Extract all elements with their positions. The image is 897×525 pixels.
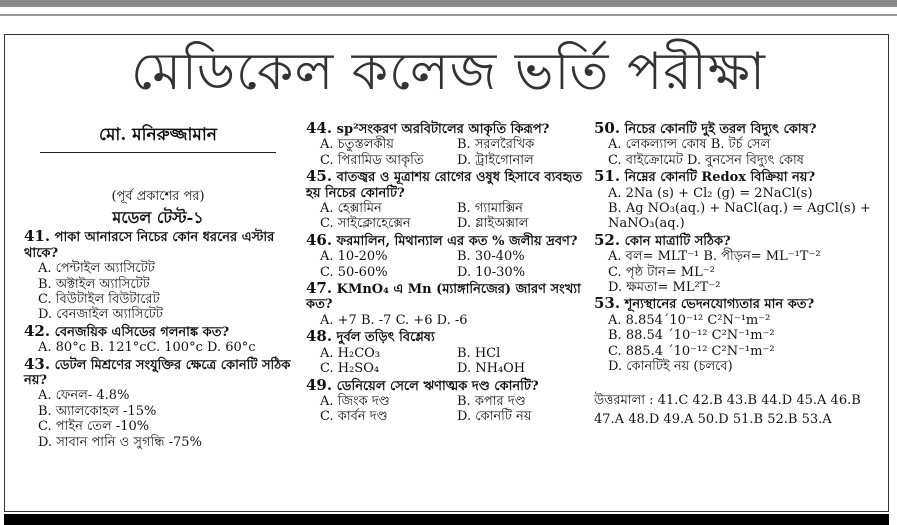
question-text bbox=[594, 169, 878, 185]
bottom-bar bbox=[4, 514, 889, 525]
question-label: ডেটল মিশ্রণের সংযুক্তির ক্ষেত্রে কোনটি সঠিক নয়? bbox=[24, 357, 291, 389]
option: C. H₂SO₄ bbox=[320, 361, 380, 377]
question-text bbox=[306, 169, 594, 201]
question-label: বাতজ্বর ও মূত্রাশয় রোগের ওষুধ হিসাবে ব্যবহৃত হয় নিচের কোনটি? bbox=[306, 170, 583, 201]
option-list bbox=[24, 261, 292, 323]
option: D. ট্রাইগোনাল bbox=[457, 152, 534, 168]
question-item bbox=[306, 281, 594, 328]
option-list bbox=[306, 394, 594, 425]
continued-note: (পূর্ব প্রকাশের পর) bbox=[111, 189, 205, 204]
option: B. সরলরৈখিক bbox=[457, 137, 535, 153]
question-number: 53. bbox=[594, 294, 621, 313]
question-number: 51. bbox=[594, 167, 621, 186]
question-label: ডেনিয়েল সেলে ঋণাত্মক দণ্ড কোনটি? bbox=[336, 378, 539, 394]
option: D. সাবান পানি ও সুগন্ধি -75% bbox=[38, 434, 202, 450]
question-text bbox=[306, 230, 594, 249]
question-item bbox=[594, 230, 878, 296]
option-list bbox=[306, 201, 594, 232]
question-list bbox=[306, 121, 594, 425]
option: D. বেনজাইল অ্যাসিটেট bbox=[38, 307, 163, 323]
column-1 bbox=[24, 120, 292, 450]
question-label: শূন্যস্থানের ভেদনযোগ্যতার মান কত? bbox=[624, 297, 815, 313]
option-list bbox=[594, 137, 878, 168]
option-list bbox=[306, 249, 594, 280]
question-item bbox=[594, 296, 878, 374]
option: C. পাইন তেল -10% bbox=[38, 419, 150, 435]
question-label: নিচের কোনটি দুই তরল বিদ্যুৎ কোষ? bbox=[624, 122, 817, 137]
option: B. HCl bbox=[457, 345, 501, 361]
question-list bbox=[594, 121, 878, 375]
question-item bbox=[306, 329, 594, 376]
test-heading: মডেল টেস্ট-১ bbox=[112, 208, 204, 228]
question-number: 45. bbox=[306, 167, 333, 186]
option: D. কোনটি নয় bbox=[457, 409, 532, 425]
column-2 bbox=[306, 120, 594, 425]
option: B. কপার দণ্ড bbox=[457, 393, 526, 409]
question-number: 41. bbox=[24, 227, 51, 246]
question-item bbox=[306, 121, 594, 168]
option: B. Ag NO₃(aq.) + NaCl(aq.) = AgCl(s) + NaNO₃(aq.) bbox=[608, 201, 871, 232]
question-number: 47. bbox=[306, 279, 333, 298]
option: A. লেকল্যান্স কোষ B. টর্চ সেল bbox=[608, 137, 771, 153]
option: C. পৃষ্ঠ টান= ML⁻² bbox=[608, 264, 715, 280]
option: A. বল= MLT⁻¹ B. পীড়ন= ML⁻¹T⁻² bbox=[608, 249, 821, 265]
option: A. 2Na (s) + Cl₂ (g) = 2NaCl(s) bbox=[608, 185, 813, 201]
question-number: 52. bbox=[594, 230, 621, 249]
question-label: বেনজয়িক এসিডের গলনাঙ্ক কত? bbox=[54, 324, 230, 340]
option-list bbox=[594, 249, 878, 295]
option-list bbox=[306, 346, 594, 377]
question-text bbox=[594, 296, 878, 312]
question-label: KMnO₄ এ Mn (ম্যাঙ্গানিজের) জারণ সংখ্যা কত? bbox=[306, 282, 581, 313]
article-headline: মেডিকেল কলেজ ভর্তি পরীক্ষা bbox=[131, 42, 766, 102]
question-list bbox=[24, 229, 292, 450]
question-item bbox=[306, 169, 594, 232]
option: C. বাইক্রোমেট D. বুনসেন বিদ্যুৎ কোষ bbox=[608, 152, 804, 168]
option: B. 30-40% bbox=[457, 249, 525, 265]
option: A. +7 B. -7 C. +6 D. -6 bbox=[320, 312, 468, 328]
question-label: পাকা আনারসে নিচের কোন ধরনের এস্টার থাকে? bbox=[24, 230, 275, 261]
option: C. বিউটাইল বিউটারেট bbox=[38, 292, 160, 308]
option: A. H₂CO₃ bbox=[320, 345, 381, 361]
question-label: নিম্নের কোনটি Redox বিক্রিয়া নয়? bbox=[624, 170, 816, 186]
question-text bbox=[594, 230, 878, 249]
option-list bbox=[594, 313, 878, 375]
question-label: কোন মাত্রাটি সঠিক? bbox=[624, 233, 731, 249]
option: D. ক্ষমতা= ML²T⁻² bbox=[608, 280, 721, 296]
question-item bbox=[24, 354, 292, 450]
question-text bbox=[306, 375, 594, 394]
question-label: sp²সংকরণ অরবিটালের আকৃতি কিরূপ? bbox=[336, 122, 550, 137]
question-item bbox=[24, 321, 292, 356]
option: A. 10-20% bbox=[320, 249, 388, 265]
option-list bbox=[24, 388, 292, 450]
answer-key: উত্তরমালা : 41.C 42.B 43.B 44.D 45.A 46.B 47.A 48.D 49.A 50.D 51.B 52.B 53.A bbox=[594, 392, 861, 427]
option: A. 8.854´10⁻¹² C²N⁻¹m⁻² bbox=[608, 312, 771, 328]
question-text bbox=[24, 354, 292, 389]
question-item bbox=[306, 230, 594, 280]
question-number: 46. bbox=[306, 230, 333, 249]
option: C. সাইক্লোহেক্সেন bbox=[320, 216, 411, 232]
question-number: 48. bbox=[306, 327, 333, 346]
question-text bbox=[306, 329, 594, 345]
option: C. 50-60% bbox=[320, 264, 388, 280]
question-text bbox=[306, 281, 594, 313]
question-text bbox=[24, 321, 292, 340]
option-list bbox=[24, 340, 292, 355]
option: C. 885.4 ´10⁻¹² C²N⁻¹m⁻² bbox=[608, 343, 775, 359]
author-rule bbox=[40, 152, 276, 153]
option: A. 80°c B. 121°cC. 100°c D. 60°c bbox=[38, 340, 256, 356]
option: A. ফেনল- 4.8% bbox=[38, 388, 130, 404]
top-bar bbox=[0, 0, 897, 7]
option: A. চতুস্তলকীয় bbox=[320, 137, 394, 153]
question-text bbox=[306, 121, 594, 137]
question-number: 49. bbox=[306, 375, 333, 394]
option: A. পেন্টাইল অ্যাসিটেট bbox=[38, 261, 155, 277]
question-number: 50. bbox=[594, 119, 621, 137]
option-list bbox=[594, 186, 878, 232]
question-item bbox=[594, 169, 878, 232]
option: A. জিংক দণ্ড bbox=[320, 393, 390, 409]
question-item bbox=[306, 375, 594, 425]
column-3 bbox=[594, 120, 878, 429]
option-list bbox=[306, 137, 594, 168]
option: D. গ্লাইঅক্সাল bbox=[457, 216, 529, 232]
question-number: 44. bbox=[306, 119, 333, 137]
question-item bbox=[594, 121, 878, 168]
author-name: মো. মনিরুজ্জামান bbox=[99, 125, 217, 145]
option: B. গ্যামাক্সিন bbox=[457, 201, 523, 217]
question-number: 42. bbox=[24, 321, 51, 340]
question-label: দুর্বল তড়িৎ বিশ্লেষ্য bbox=[336, 330, 435, 346]
top-rule bbox=[0, 14, 897, 16]
option: D. 10-30% bbox=[457, 264, 526, 280]
question-item bbox=[24, 229, 292, 322]
question-number: 43. bbox=[24, 354, 51, 373]
option-list bbox=[306, 313, 594, 328]
option: D. NH₄OH bbox=[457, 361, 526, 377]
option: A. হেক্সামিন bbox=[320, 201, 382, 217]
option: C. পিরামিড আকৃতি bbox=[320, 152, 424, 168]
option: D. কোনটিই নয় (চলবে) bbox=[608, 359, 733, 375]
question-text bbox=[594, 121, 878, 137]
question-label: ফরমালিন, মিথান্যাল এর কত % জলীয় দ্রবণ? bbox=[336, 233, 578, 249]
option: C. কার্বন দণ্ড bbox=[320, 409, 388, 425]
question-text bbox=[24, 229, 292, 261]
option: B. অ্যালকোহল -15% bbox=[38, 403, 157, 419]
option: B. 88.54 ´10⁻¹² C²N⁻¹m⁻² bbox=[608, 328, 775, 344]
option: B. অক্টাইল অ্যাসিটেট bbox=[38, 276, 150, 292]
